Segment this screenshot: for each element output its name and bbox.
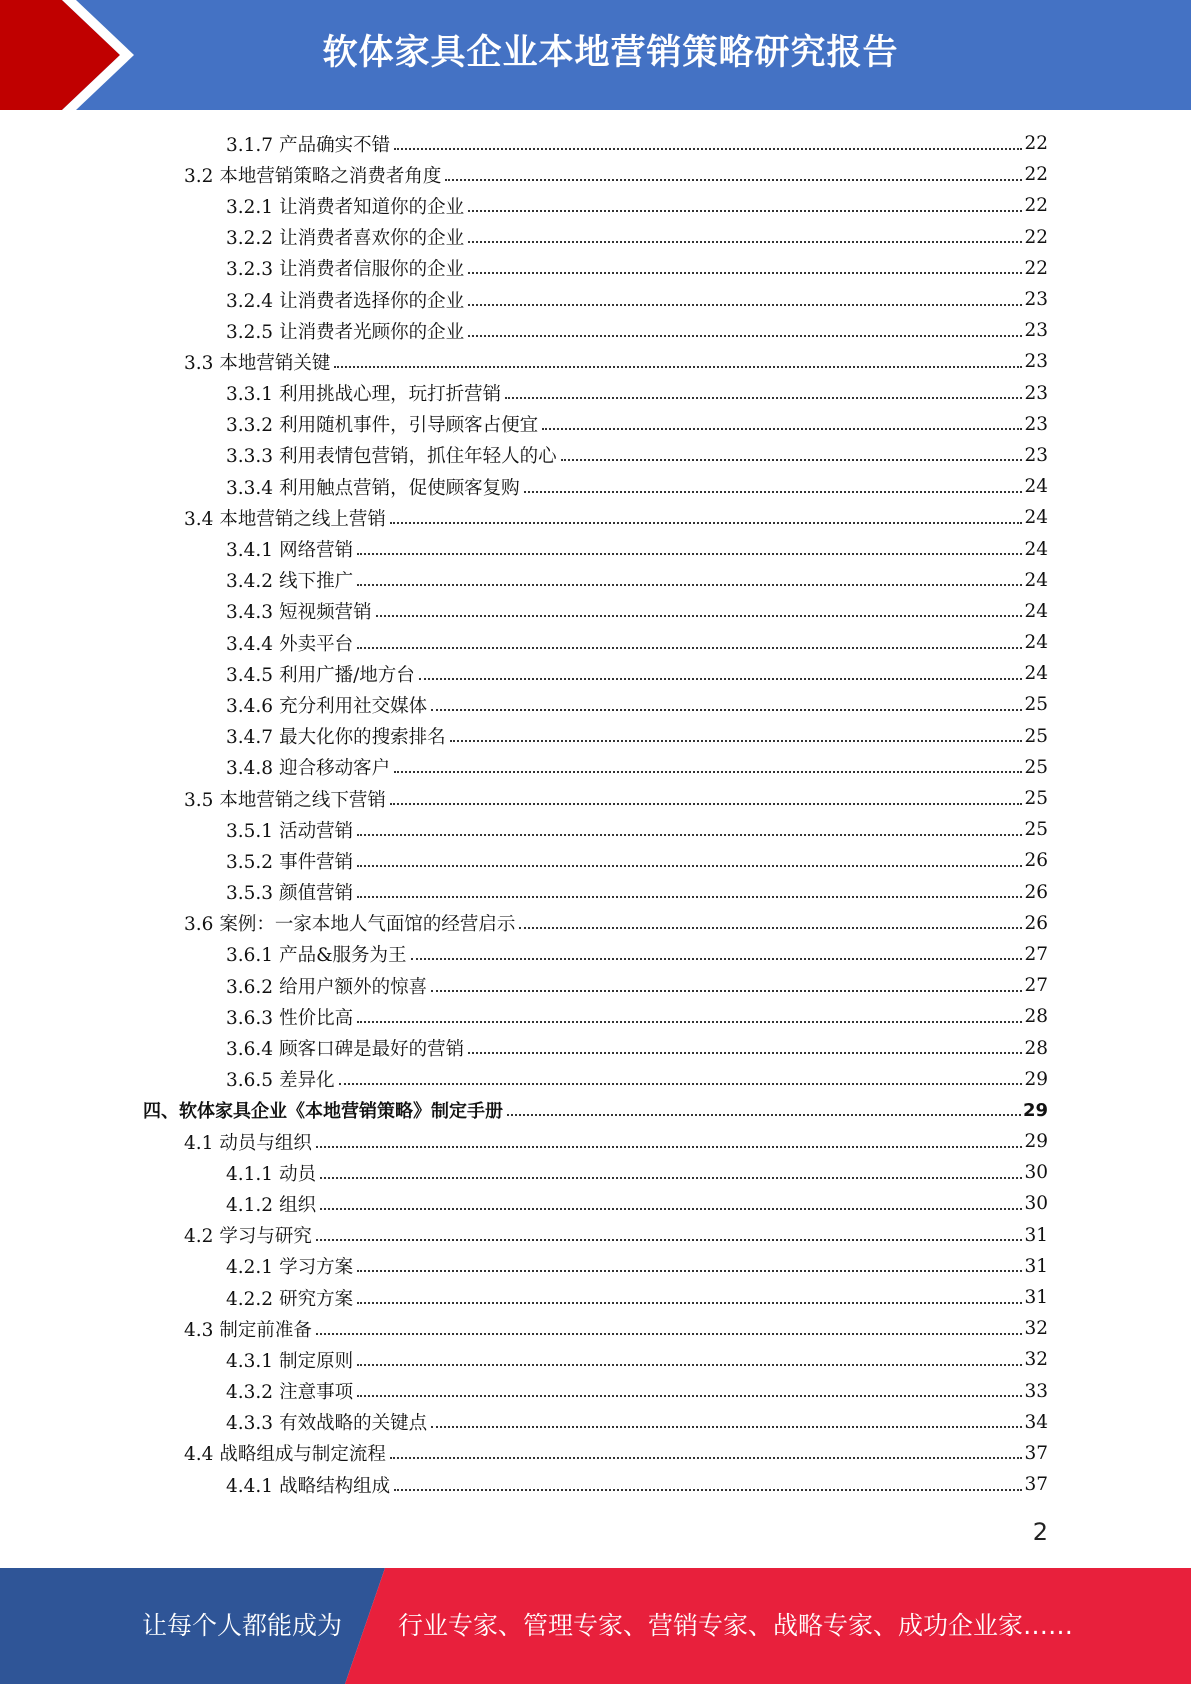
toc-dot-leader [357,896,1022,898]
toc-entry-number: 4.3.2 [226,1382,274,1404]
toc-entry-label [226,1191,320,1217]
toc-dot-leader [468,241,1022,243]
toc-entry-label [226,973,431,999]
toc-entry-number: 3.6.4 [226,1039,274,1061]
toc-entry-number: 3.4.4 [226,633,274,655]
toc-entry-title: 让消费者知道你的企业 [279,196,465,218]
toc-entry-title: 线下推广 [279,571,354,593]
toc-entry[interactable] [0,1126,1191,1157]
toc-entry-number: 3.4.5 [226,664,274,686]
toc-entry-title: 短视频营销 [279,602,372,624]
toc-entry-page: 37 [1024,1442,1048,1464]
toc-entry-label [226,1378,357,1404]
toc-dot-leader [561,459,1023,461]
toc-entry-page: 24 [1024,663,1048,685]
toc-entry[interactable] [0,877,1191,908]
toc-entry-title: 制定前准备 [219,1319,312,1341]
toc-entry-page: 26 [1024,850,1048,872]
toc-entry-number: 3.6 [184,914,214,936]
toc-entry[interactable] [0,440,1191,471]
toc-entry-label [226,1409,431,1435]
toc-dot-leader [394,771,1022,773]
toc-entry-label [226,193,468,219]
toc-entry-label [226,411,542,437]
toc-entry-title: 利用触点营销，促使顾客复购 [279,477,520,499]
toc-entry[interactable] [0,315,1191,346]
toc-entry-number: 3.6.1 [226,945,274,967]
toc-dot-leader [519,927,1022,929]
toc-dot-leader [431,990,1022,992]
toc-entry[interactable] [0,1469,1191,1500]
toc-entry[interactable] [0,1376,1191,1407]
toc-entry-label [226,1347,357,1373]
toc-entry-title: 充分利用社交媒体 [279,695,428,717]
toc-entry-label [226,598,376,624]
toc-entry-label [184,910,519,936]
toc-entry-title: 性价比高 [279,1007,354,1029]
toc-entry-page: 32 [1024,1349,1048,1371]
toc-entry[interactable] [0,1095,1191,1126]
toc-dot-leader [357,1302,1022,1304]
toc-entry-title: 差异化 [279,1070,335,1092]
toc-entry[interactable] [0,1344,1191,1375]
toc-entry-label [184,1316,316,1342]
toc-entry[interactable] [0,1407,1191,1438]
page-header [0,0,1191,110]
toc-entry-label [226,1253,357,1279]
toc-entry-number: 3.2.5 [226,321,274,343]
toc-entry-label [226,1035,468,1061]
toc-entry-label [226,318,468,344]
toc-entry-page: 24 [1024,600,1048,622]
toc-entry-number: 3.2.3 [226,259,274,281]
toc-entry-page: 28 [1024,1037,1048,1059]
toc-entry-number: 3.6.3 [226,1007,274,1029]
toc-entry-title: 学习方案 [279,1257,354,1279]
toc-entry[interactable] [0,1188,1191,1219]
toc-entry-label [226,1066,339,1092]
toc-entry-number: 3.3.3 [226,446,274,468]
toc-entry-page: 28 [1024,1006,1048,1028]
toc-dot-leader [524,491,1023,493]
toc-entry-title: 战略结构组成 [279,1475,391,1497]
toc-entry-title: 战略组成与制定流程 [219,1444,386,1466]
toc-entry-label [226,630,357,656]
toc-entry[interactable] [0,752,1191,783]
toc-entry-title: 本地营销之线下营销 [219,789,386,811]
toc-entry-title: 产品&服务为王 [279,945,407,967]
toc-entry-title: 事件营销 [279,851,354,873]
toc-entry-number: 4.3.1 [226,1350,274,1372]
toc-entry-number: 3.5.2 [226,851,274,873]
toc-dot-leader [394,148,1022,150]
toc-entry-number: 3.4.3 [226,602,274,624]
toc-entry[interactable] [0,1251,1191,1282]
toc-dot-leader [320,1208,1022,1210]
toc-entry-page: 24 [1024,569,1048,591]
toc-entry-page: 31 [1024,1255,1048,1277]
toc-entry[interactable] [0,471,1191,502]
toc-entry-page: 30 [1024,1162,1048,1184]
toc-entry-title: 最大化你的搜索排名 [279,727,446,749]
toc-entry-number: 3.5 [184,789,214,811]
toc-entry[interactable] [0,378,1191,409]
toc-dot-leader [357,647,1022,649]
toc-entry[interactable] [0,1282,1191,1313]
toc-entry-number: 4.1.1 [226,1163,274,1185]
toc-entry-number: 3.3.4 [226,477,274,499]
toc-dot-leader [316,1239,1023,1241]
toc-entry-label [226,287,468,313]
toc-entry[interactable] [0,1438,1191,1469]
toc-entry-title: 利用挑战心理，玩打折营销 [279,384,502,406]
toc-entry-title: 活动营销 [279,820,354,842]
toc-entry[interactable] [0,1313,1191,1344]
footer-slogan-right: 行业专家、管理专家、营销专家、战略专家、成功企业家…… [398,1611,1074,1640]
toc-entry[interactable] [0,565,1191,596]
toc-entry-page: 32 [1024,1318,1048,1340]
toc-dot-leader [468,335,1022,337]
toc-entry[interactable] [0,253,1191,284]
toc-entry-page: 22 [1024,257,1048,279]
toc-entry-title: 四、软体家具企业《本地营销策略》制定手册 [143,1101,503,1123]
toc-entry-title: 网络营销 [279,540,354,562]
toc-dot-leader [316,1146,1023,1148]
toc-entry-title: 有效战略的关键点 [279,1413,428,1435]
toc-entry-title: 利用随机事件，引导顾客占便宜 [279,415,539,437]
toc-entry[interactable] [0,689,1191,720]
toc-entry-page: 29 [1024,1068,1048,1090]
toc-dot-leader [357,584,1022,586]
document-title: 软体家具企业本地营销策略研究报告 [322,33,899,73]
toc-entry-number: 3.4.1 [226,540,274,562]
table-of-contents [0,128,1191,1500]
toc-entry-title: 学习与研究 [219,1226,312,1248]
toc-dot-leader [468,210,1022,212]
toc-entry-number: 3.4.6 [226,695,274,717]
toc-entry[interactable] [0,721,1191,752]
toc-entry[interactable] [0,939,1191,970]
toc-entry-number: 3.4 [184,508,214,530]
toc-entry[interactable] [0,658,1191,689]
toc-entry-label [184,1129,316,1155]
toc-entry[interactable] [0,1032,1191,1063]
toc-entry-label [226,442,561,468]
toc-dot-leader [357,865,1022,867]
toc-entry[interactable] [0,222,1191,253]
toc-entry-label [226,723,450,749]
toc-entry[interactable] [0,1220,1191,1251]
toc-entry-title: 组织 [279,1194,317,1216]
toc-entry[interactable] [0,346,1191,377]
toc-entry-page: 23 [1024,413,1048,435]
toc-entry-label [226,131,394,157]
toc-entry-page: 37 [1024,1474,1048,1496]
page-number: 2 [1032,1518,1048,1546]
toc-entry-page: 23 [1024,382,1048,404]
toc-entry-number: 3.2.2 [226,228,274,250]
toc-entry[interactable] [0,502,1191,533]
toc-dot-leader [419,678,1023,680]
toc-entry-number: 4.3 [184,1319,214,1341]
toc-entry-label [226,661,419,687]
toc-entry-title: 给用户额外的惊喜 [279,976,428,998]
toc-entry-number: 4.1 [184,1132,214,1154]
toc-entry-number: 3.4.8 [226,758,274,780]
toc-dot-leader [339,1083,1023,1085]
toc-entry-page: 23 [1024,289,1048,311]
toc-entry-label [226,692,431,718]
toc-entry-number: 3.6.5 [226,1070,274,1092]
toc-dot-leader [357,1021,1022,1023]
toc-entry-label [226,255,468,281]
toc-entry-number: 3.5.3 [226,883,274,905]
toc-entry-number: 3.5.1 [226,820,274,842]
toc-dot-leader [320,1177,1022,1179]
toc-entry-number: 3.2 [184,165,214,187]
toc-dot-leader [357,553,1022,555]
toc-entry-number: 3.2.1 [226,196,274,218]
toc-entry-number: 4.3.3 [226,1413,274,1435]
toc-entry-page: 24 [1024,507,1048,529]
toc-entry-page: 23 [1024,351,1048,373]
toc-entry-page: 26 [1024,881,1048,903]
toc-dot-leader [468,272,1022,274]
toc-entry-title: 本地营销之线上营销 [219,508,386,530]
toc-entry-label [226,817,357,843]
toc-entry-title: 顾客口碑是最好的营销 [279,1039,465,1061]
toc-entry-title: 产品确实不错 [279,134,391,156]
toc-entry-label [184,505,390,531]
toc-entry-number: 3.4.2 [226,571,274,593]
toc-entry-page: 33 [1024,1380,1048,1402]
toc-entry-number: 4.1.2 [226,1194,274,1216]
toc-dot-leader [445,179,1022,181]
toc-entry-label [226,879,357,905]
toc-dot-leader [390,522,1023,524]
toc-entry-label [226,380,505,406]
toc-entry-number: 4.2 [184,1226,214,1248]
toc-entry-number: 3.3 [184,352,214,374]
toc-entry-page: 25 [1024,725,1048,747]
toc-dot-leader [376,615,1023,617]
toc-entry-label [184,1440,390,1466]
toc-entry[interactable] [0,159,1191,190]
toc-entry-label [184,349,334,375]
toc-entry-page: 31 [1024,1287,1048,1309]
toc-entry-page: 30 [1024,1193,1048,1215]
toc-entry-title: 研究方案 [279,1288,354,1310]
toc-entry-number: 3.4.7 [226,727,274,749]
toc-entry-page: 34 [1024,1411,1048,1433]
toc-entry-title: 颜值营销 [279,883,354,905]
toc-dot-leader [357,834,1022,836]
toc-entry-label [184,162,445,188]
toc-entry[interactable] [0,1001,1191,1032]
toc-entry-label [226,567,357,593]
toc-entry-label [226,1004,357,1030]
toc-entry-label [184,786,390,812]
toc-entry-label [226,536,357,562]
toc-entry-number: 4.4 [184,1444,214,1466]
toc-entry-label [184,1222,316,1248]
toc-entry-number: 3.3.2 [226,415,274,437]
toc-entry-page: 31 [1024,1224,1048,1246]
toc-dot-leader [334,366,1022,368]
toc-entry[interactable] [0,284,1191,315]
toc-dot-leader [411,958,1023,960]
toc-entry-label [226,1285,357,1311]
toc-entry-number: 3.6.2 [226,976,274,998]
toc-dot-leader [507,1114,1021,1116]
toc-entry-number: 3.3.1 [226,384,274,406]
toc-entry-title: 让消费者信服你的企业 [279,259,465,281]
toc-entry-title: 外卖平台 [279,633,354,655]
toc-entry-page: 24 [1024,538,1048,560]
toc-entry-page: 29 [1022,1099,1048,1121]
toc-dot-leader [468,1052,1022,1054]
toc-entry-number: 3.2.4 [226,290,274,312]
toc-entry-label [226,1472,394,1498]
toc-entry-title: 动员 [279,1163,317,1185]
toc-entry-title: 让消费者光顾你的企业 [279,321,465,343]
toc-entry[interactable] [0,190,1191,221]
toc-dot-leader [468,304,1022,306]
toc-entry-page: 25 [1024,694,1048,716]
toc-entry-label [226,1160,320,1186]
toc-entry[interactable] [0,409,1191,440]
toc-dot-leader [505,397,1022,399]
toc-dot-leader [316,1333,1023,1335]
toc-entry-title: 让消费者喜欢你的企业 [279,228,465,250]
toc-entry[interactable] [0,1064,1191,1095]
toc-entry-page: 25 [1024,788,1048,810]
toc-dot-leader [390,803,1023,805]
toc-dot-leader [357,1270,1022,1272]
toc-entry-title: 注意事项 [279,1382,354,1404]
toc-entry-page: 27 [1024,943,1048,965]
toc-entry[interactable] [0,970,1191,1001]
toc-entry-number: 4.4.1 [226,1475,274,1497]
toc-entry-title: 动员与组织 [219,1132,312,1154]
toc-entry[interactable] [0,1157,1191,1188]
toc-entry[interactable] [0,128,1191,159]
toc-entry-title: 利用广播/地方台 [279,664,415,686]
toc-entry[interactable] [0,596,1191,627]
toc-entry-label [226,224,468,250]
toc-entry-label [143,1097,507,1123]
toc-entry[interactable] [0,783,1191,814]
toc-entry-page: 25 [1024,819,1048,841]
toc-dot-leader [357,1364,1022,1366]
toc-entry-page: 27 [1024,975,1048,997]
toc-dot-leader [431,709,1022,711]
toc-entry-title: 制定原则 [279,1350,354,1372]
toc-dot-leader [357,1395,1022,1397]
toc-entry[interactable] [0,533,1191,564]
toc-entry-title: 迎合移动客户 [279,758,391,780]
page-footer [0,1568,1191,1684]
toc-entry-label [226,754,394,780]
toc-entry-number: 4.2.2 [226,1288,274,1310]
toc-entry-title: 案例：一家本地人气面馆的经营启示 [219,914,516,936]
toc-entry-page: 24 [1024,632,1048,654]
toc-dot-leader [450,740,1023,742]
toc-entry-page: 22 [1024,195,1048,217]
toc-entry-number: 4.2.1 [226,1257,274,1279]
toc-entry-page: 23 [1024,444,1048,466]
toc-entry[interactable] [0,814,1191,845]
toc-entry[interactable] [0,908,1191,939]
toc-entry-page: 24 [1024,476,1048,498]
toc-entry-page: 29 [1024,1131,1048,1153]
toc-entry-page: 22 [1024,164,1048,186]
toc-entry-title: 本地营销关键 [219,352,331,374]
toc-entry[interactable] [0,845,1191,876]
toc-entry-title: 让消费者选择你的企业 [279,290,465,312]
toc-entry-number: 3.1.7 [226,134,274,156]
toc-entry-page: 26 [1024,912,1048,934]
toc-entry-label [226,941,411,967]
toc-entry-page: 23 [1024,320,1048,342]
footer-slogan-left: 让每个人都能成为 [142,1611,343,1640]
toc-entry-title: 利用表情包营销，抓住年轻人的心 [279,446,557,468]
toc-dot-leader [542,428,1022,430]
toc-dot-leader [394,1489,1022,1491]
toc-entry-page: 25 [1024,756,1048,778]
toc-entry-label [226,474,524,500]
toc-dot-leader [431,1426,1022,1428]
toc-entry-page: 22 [1024,133,1048,155]
toc-entry-label [226,848,357,874]
toc-entry-page: 22 [1024,226,1048,248]
toc-entry-title: 本地营销策略之消费者角度 [219,165,442,187]
toc-dot-leader [390,1457,1023,1459]
toc-entry[interactable] [0,627,1191,658]
